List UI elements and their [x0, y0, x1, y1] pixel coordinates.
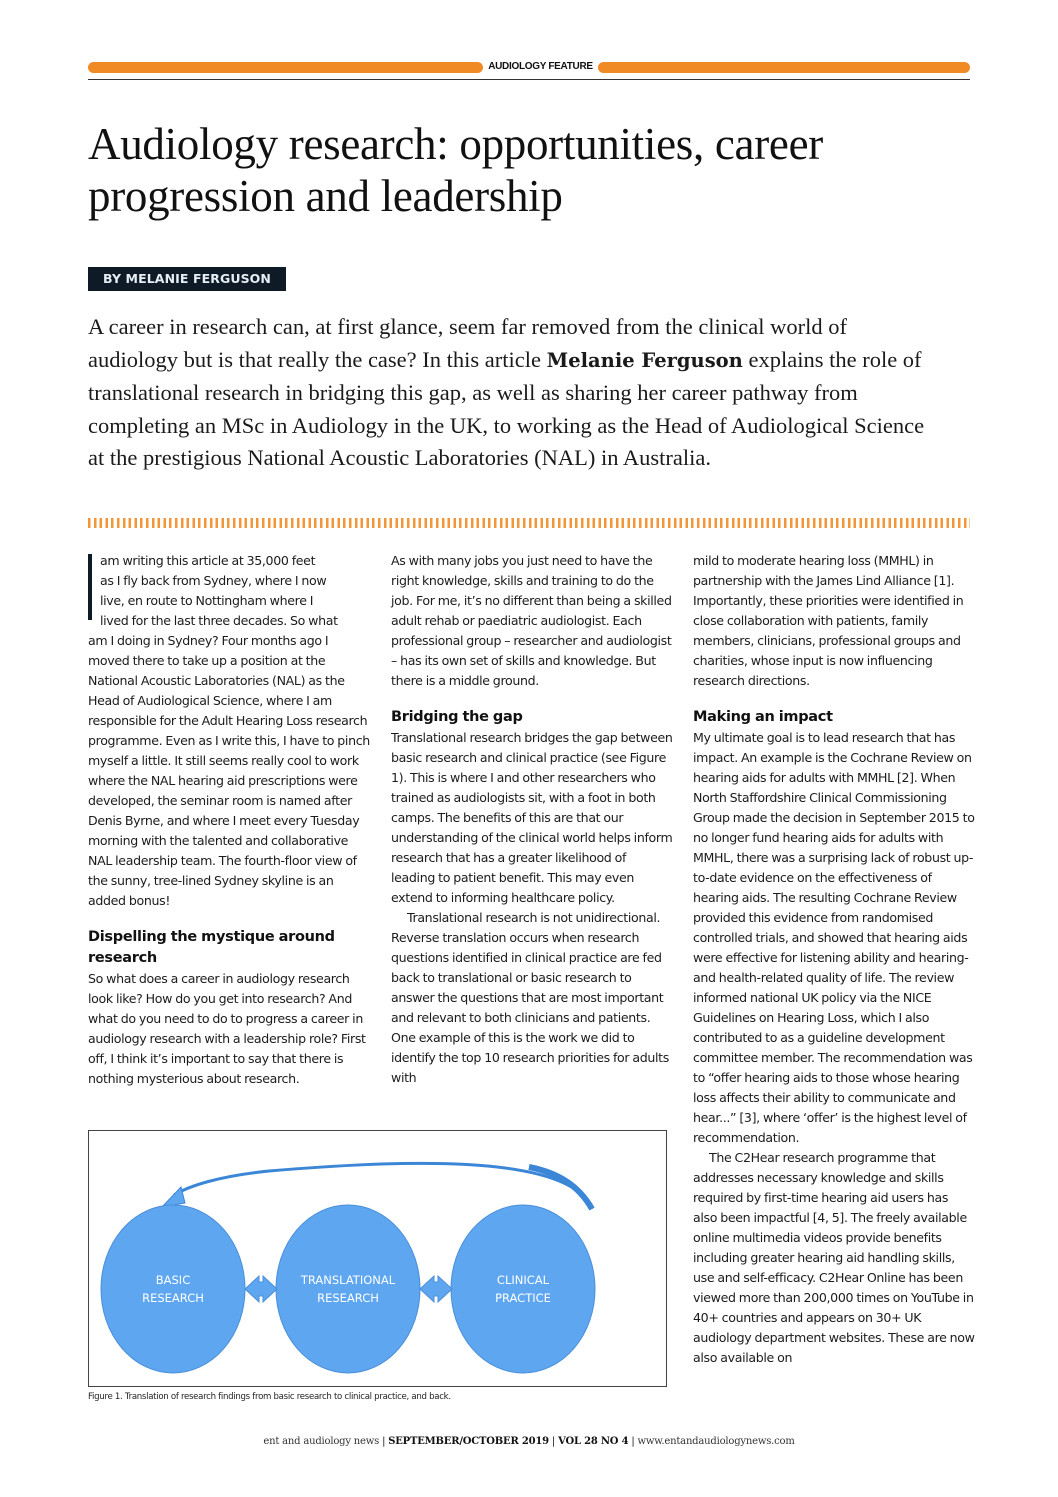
double-arrow-icon	[245, 1276, 277, 1302]
publication-name: ent and audiology news	[263, 1436, 380, 1447]
paragraph: The C2Hear research programme that addresses necessary knowledge and skills required by first-time hearing aid users has also been impactful [4, 5]. The freely available online multimedia videos provide benefits including greater hearing aid handling skills, use and self-efficacy. C2Hear Online has been viewed more than 200,000 times on YouTube in 40+ countries and appears on 30+ UK audiology department websites. These are now also available on	[693, 1150, 975, 1365]
node-basic-research	[101, 1205, 245, 1373]
node-translational-research	[276, 1205, 420, 1373]
section-label: AUDIOLOGY FEATURE	[488, 61, 593, 72]
paragraph: mild to moderate hearing loss (MMHL) in partnership with the James Lind Alliance [1]. Importantly, these priorities were identified in close collaboration with patients, family members, clinicians, professional groups and charities, whose input is now influencing research directions.	[693, 553, 964, 688]
title-line-2: progression and leadership	[88, 171, 563, 221]
svg-text:CLINICAL: CLINICAL	[496, 1273, 550, 1287]
feedback-arrow-icon	[162, 1163, 592, 1209]
issue-date: SEPTEMBER/OCTOBER 2019	[388, 1436, 549, 1447]
author-name: Melanie Ferguson	[546, 348, 743, 372]
paragraph: Translational research bridges the gap between basic research and clinical practice (see Figure 1). This is where I and other researchers who trained as audiologists sit, with a foot in both camps. The benefits of this are that our understanding of the clinical world helps inform research that has a greater likelihood of leading to patient benefit. This may even extend to informing healthcare policy.	[391, 730, 673, 905]
title-line-1: Audiology research: opportunities, career	[88, 119, 823, 169]
svg-text:RESEARCH: RESEARCH	[317, 1291, 379, 1305]
figure-1-diagram	[88, 1130, 667, 1387]
paragraph: So what does a career in audiology research look like? How do you get into research? And what do you need to do to progress a career in audiology research with a leadership role? First off, I think it’s important to say that there is nothing mysterious about research.	[88, 971, 366, 1086]
heading-impact: Making an impact	[693, 709, 833, 725]
header-accent-bar-left	[88, 62, 483, 73]
intro-paragraph: am I doing in Sydney? Four months ago I moved there to take up a position at the National Acoustic Laboratories (NAL) as the Head of Audiological Science, where I am responsible for the Adult Hearing Loss research programme. Even as I write this, I have to pinch myself a little. It still seems really cool to work where the NAL hearing aid prescriptions were developed, the seminar room is named after Denis Byrne, and where I meet every Tuesday morning with the talented and collaborative NAL leadership team. The fourth-floor view of the sunny, tree-lined Sydney skyline is an added bonus!	[88, 633, 370, 908]
volume-number: VOL 28 NO 4	[558, 1436, 629, 1447]
dashed-divider	[88, 518, 970, 528]
svg-text:PRACTICE: PRACTICE	[495, 1291, 551, 1305]
intro-lines: am writing this article at 35,000 feet as I fly back from Sydney, where I now live, en route to Nottingham where I lived for the last three decades. So what	[100, 553, 338, 628]
paragraph: As with many jobs you just need to have the right knowledge, skills and training to do the job. For me, it’s no different than being a skilled adult rehab or paediatric audiologist. Each professional group – researcher and audiologist – has its own set of skills and knowledge. But there is a middle ground.	[391, 553, 672, 688]
paragraph: Translational research is not unidirectional. Reverse translation occurs when research questions identified in clinical practice are fed back to translational or basic research to answer the questions that are most important and relevant to both clinicians and patients. One example of this is the work we did to identify the top 10 research priorities for adults with	[391, 910, 669, 1085]
double-arrow-icon	[420, 1276, 452, 1302]
node-clinical-practice	[451, 1205, 595, 1373]
section-header	[88, 62, 970, 76]
svg-text:TRANSLATIONAL: TRANSLATIONAL	[300, 1273, 396, 1287]
header-accent-bar-right	[598, 62, 970, 73]
figure-caption: Figure 1. Translation of research findings from basic research to clinical practice, and back.	[88, 1392, 451, 1402]
heading-bridging: Bridging the gap	[391, 709, 523, 725]
svg-text:BASIC: BASIC	[155, 1273, 191, 1287]
column-3	[693, 551, 975, 1368]
heading-dispelling: Dispelling the mystique around research	[88, 929, 335, 966]
byline: BY MELANIE FERGUSON	[88, 267, 286, 291]
website-link[interactable]: www.entandaudiologynews.com	[637, 1436, 795, 1447]
paragraph: My ultimate goal is to lead research that has impact. An example is the Cochrane Review on hearing aids for adults with MMHL [2]. When North Staffordshire Clinical Commissioning Group made the decision in September 2015 to no longer fund hearing aids for adults with MMHL, there was a surprising lack of robust up-to-date evidence on the effectiveness of hearing aids. The resulting Cochrane Review provided this evidence from randomised controlled trials, and showed that hearing aids were effective for listening ability and hearing- and health-related quality of life. The review informed national UK policy via the NICE Guidelines on Hearing Loss, which I also contributed to as a guideline development committee member. The recommendation was to “offer hearing aids to those whose hearing loss affects their ability to communicate and hear...” [3], where ‘offer’ is the highest level of recommendation.	[693, 730, 975, 1145]
article-title	[88, 118, 988, 222]
page-footer: ent and audiology news | SEPTEMBER/OCTOBER 2019 | VOL 28 NO 4 | www.entandaudiologynews.com	[263, 1436, 795, 1447]
header-divider	[88, 79, 970, 80]
svg-text:RESEARCH: RESEARCH	[142, 1291, 204, 1305]
column-2	[391, 551, 673, 1088]
standfirst: A career in research can, at first glance, seem far removed from the clinical world of audiology but is that really the case? In this article Melanie Ferguson explains the role of translational research in bridging this gap, as well as sharing her career pathway from completing an MSc in Audiology in the UK, to working as the Head of Audiological Science at the prestigious National Acoustic Laboratories (NAL) in Australia.	[88, 314, 925, 470]
column-1	[88, 551, 370, 1089]
